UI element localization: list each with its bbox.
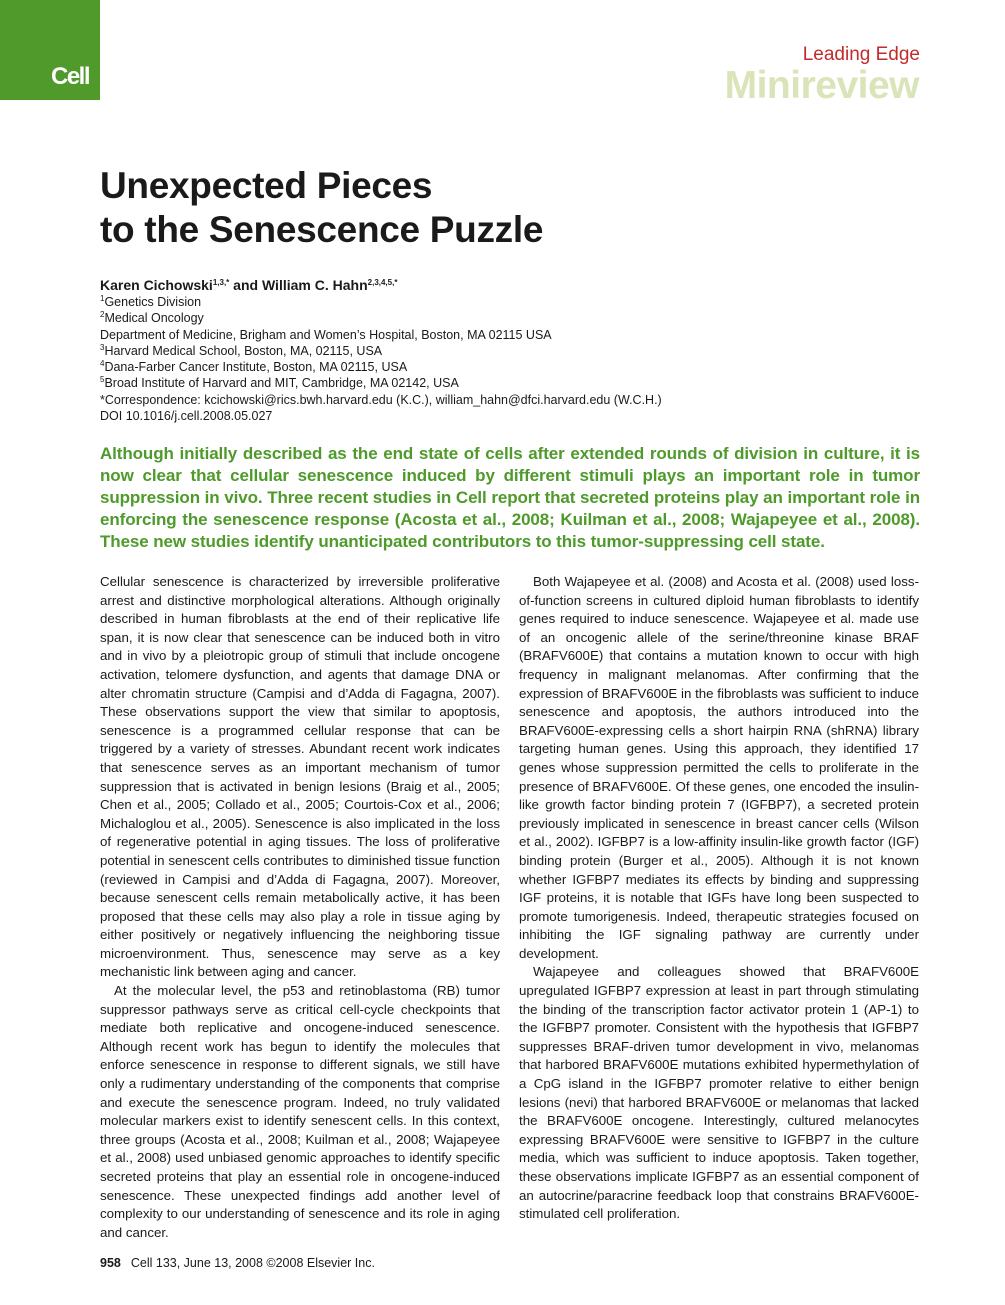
- affil-text: Department of Medicine, Brigham and Women’s Hospital, Boston, MA 02115 USA: [100, 327, 552, 342]
- affil-sup: 1: [100, 294, 105, 303]
- affil-sup: 3: [100, 342, 105, 352]
- affil-text: Medical Oncology: [104, 311, 204, 326]
- correspondence-text: *Correspondence: kcichowski@rics.bwh.harvard.edu (K.C.), william_hahn@dfci.harvard.edu (W.C.H.): [100, 392, 662, 407]
- cell-journal-logo: [0, 0, 100, 100]
- affiliations: [100, 294, 662, 424]
- article-title: [100, 164, 800, 252]
- correspondence-line: [100, 392, 662, 408]
- body-paragraph: Cellular senescence is characterized by irreversible proliferative arrest and distinctive morphological alterations. Although originally described in human fibroblasts at the end of their replicative life span, it is now clear that senescence can be induced both in vitro and in vivo by a pleiotropic group of stimuli that include oncogene activation, telomere dysfunction, and agents that damage DNA or alter chromatin structure (Campisi and d’Adda di Fagagna, 2007). These observations support the view that similar to apoptosis, senescence is a programmed cellular response that can be triggered by a variety of stresses. Abundant recent work indicates that senescence serves as an important mechanism of tumor suppression that is activated in benign lesions (Braig et al., 2005; Chen et al., 2005; Collado et al., 2005; Courtois-Cox et al., 2006; Michaloglou et al., 2005). Senescence is also implicated in the loss of regenerative potential in aging tissues. The loss of proliferative potential in senescent cells contributes to diminished tissue function (reviewed in Campisi and d’Adda di Fagagna, 2007). Moreover, because senescent cells remain metabolically active, it has been proposed that these cells may also play a role in tissue aging by either positively or negatively influencing the neighboring tissue microenvironment. Thus, senescence may serve as a key mechanistic link between aging and cancer.: [100, 574, 500, 980]
- author-list: [100, 277, 397, 293]
- affil-sup: 5: [100, 375, 105, 385]
- author-affil-sup: 1,3,*: [212, 278, 230, 287]
- body-column-left: [100, 573, 500, 1242]
- citation: Cell 133, June 13, 2008 ©2008 Elsevier Inc.: [130, 1256, 375, 1270]
- doi-text: DOI 10.1016/j.cell.2008.05.027: [100, 409, 273, 424]
- author-name: Karen Cichowski: [100, 277, 213, 293]
- affil-text: Genetics Division: [104, 295, 202, 309]
- page-number: 958: [100, 1256, 121, 1270]
- affil-sup: 4: [100, 359, 105, 369]
- doi-line: [100, 408, 662, 424]
- affiliation-line: [100, 294, 662, 310]
- section-category: Leading Edge: [802, 44, 920, 65]
- title-line-1: Unexpected Pieces: [100, 165, 433, 206]
- page-footer: [100, 1256, 375, 1270]
- title-line-2: to the Senescence Puzzle: [100, 209, 544, 250]
- body-paragraph: Wajapeyee and colleagues showed that BRAFV600E upregulated IGFBP7 expression at least in part through stimulating the binding of the transcription factor activator protein 1 (AP-1) to the IGFBP7 promoter. Consistent with the hypothesis that IGFBP7 suppresses BRAF-driven tumor development in vivo, melanomas that harbored BRAFV600E mutations exhibited hypermethylation of a CpG island in the IGFBP7 promoter relative to either benign lesions (nevi) that harbored BRAFV600E or melanomas that lacked the BRAFV600E oncogene. Interestingly, cultured melanocytes expressing BRAFV600E were sensitive to IGFBP7 in the culture media, which was sufficient to induce apoptosis. Taken together, these observations implicate IGFBP7 as an essential component of an autocrine/paracrine feedback loop that constrains BRAFV600E-stimulated cell proliferation.: [519, 964, 919, 1222]
- affil-text: Harvard Medical School, Boston, MA, 02115, USA: [104, 343, 383, 358]
- affil-text: Dana-Farber Cancer Institute, Boston, MA 02115, USA: [104, 360, 408, 375]
- affiliation-line: [100, 359, 662, 375]
- affil-text: Broad Institute of Harvard and MIT, Cambridge, MA 02142, USA: [104, 376, 459, 391]
- author-affil-sup: 2,3,4,5,*: [367, 278, 398, 287]
- affiliation-line: [100, 310, 662, 326]
- body-column-right: [519, 573, 919, 1224]
- section-type: Minireview: [724, 64, 919, 107]
- author-conjunction: and: [229, 277, 262, 293]
- body-paragraph: At the molecular level, the p53 and retinoblastoma (RB) tumor suppressor pathways serve as critical cell-cycle checkpoints that mediate both replicative and oncogene-induced senescence. Although recent work has begun to identify the molecules that enforce senescence in response to different signals, we still have only a rudimentary understanding of the components that comprise and execute the senescence program. Indeed, no truly validated molecular markers exist to identify senescent cells. In this context, three groups (Acosta et al., 2008; Kuilman et al., 2008; Wajapeyee et al., 2008) used unbiased genomic approaches to identify specific secreted proteins that play an essential role in oncogene-induced senescence. These unexpected findings add another level of complexity to our understanding of senescence and its role in aging and cancer.: [100, 983, 500, 1240]
- abstract: Although initially described as the end state of cells after extended rounds of division in culture, it is now clear that cellular senescence induced by different stimuli plays an important role in tumor suppression in vivo. Three recent studies in Cell report that secreted proteins play an important role in enforcing the senescence response (Acosta et al., 2008; Kuilman et al., 2008; Wajapeyee et al., 2008). These new studies identify unanticipated contributors to this tumor-suppressing cell state.: [100, 444, 920, 551]
- cell-logo-text: Cell: [51, 63, 90, 90]
- affil-sup: 2: [100, 310, 105, 320]
- affiliation-line: [100, 343, 662, 359]
- affiliation-line: [100, 375, 662, 391]
- affiliation-line: [100, 327, 662, 343]
- author-name: William C. Hahn: [261, 277, 368, 293]
- body-paragraph: Both Wajapeyee et al. (2008) and Acosta et al. (2008) used loss-of-function screens in cultured diploid human fibroblasts to identify genes required to induce senescence. Wajapeyee et al. made use of an oncogenic allele of the serine/threonine kinase BRAF (BRAFV600E) that contains a mutation known to occur with high frequency in malignant melanomas. After confirming that the expression of BRAFV600E in the fibroblasts was sufficient to induce senescence and apoptosis, the authors introduced into the BRAFV600E-expressing cells a short hairpin RNA (shRNA) library targeting human genes. Using this approach, they identified 17 genes whose suppression permitted the cells to proliferate in the presence of BRAFV600E. Of these genes, one encoded the insulin-like growth factor binding protein 7 (IGFBP7), a secreted protein previously implicated in senescence in breast cancer cells (Wilson et al., 2002). IGFBP7 is a low-affinity insulin-like growth factor (IGF) binding protein (Burger et al., 2005). Although it is not known whether IGFBP7 mediates its effects by binding and suppressing IGF proteins, it is notable that IGFs have long been suspected to promote tumorigenesis. Indeed, therapeutic strategies focused on inhibiting the IGF signaling pathway are currently under development.: [519, 574, 919, 961]
